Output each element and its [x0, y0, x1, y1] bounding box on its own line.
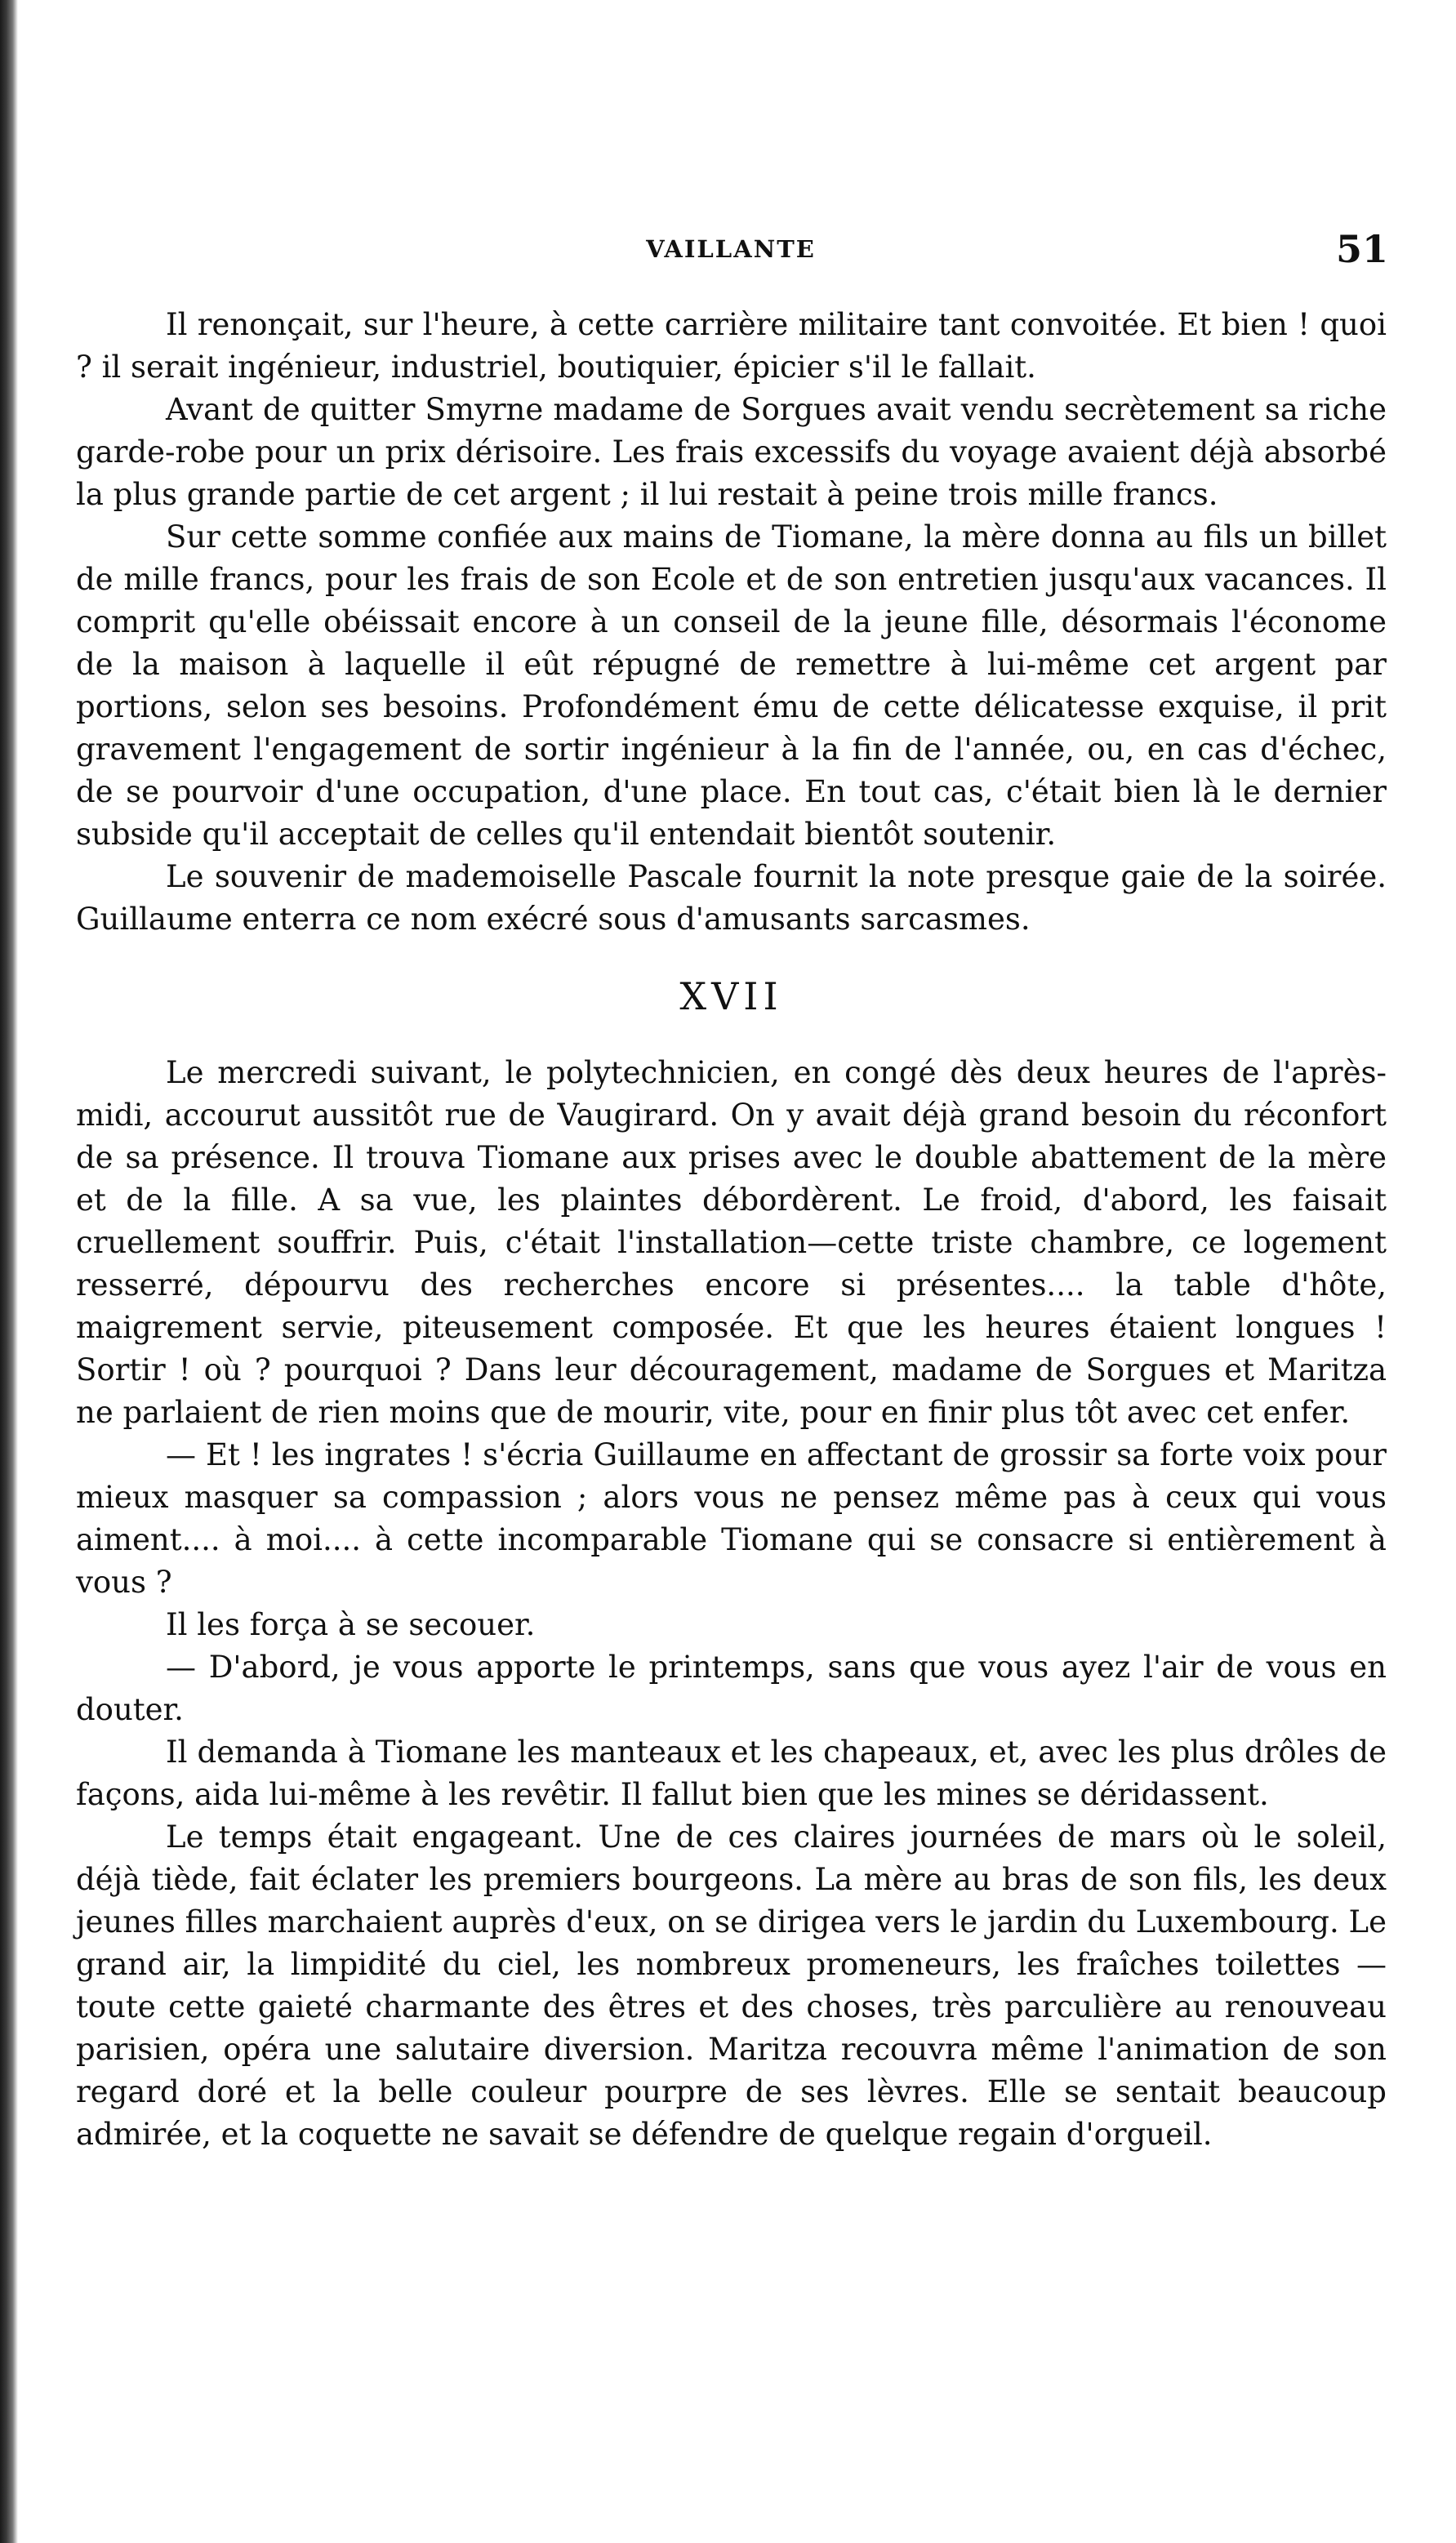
paragraph: Le mercredi suivant, le polytechnicien, en congé dès deux heures de l'après-midi, accourut aussitôt rue de Vaugirard. On y avait déjà grand besoin du réconfort de sa présence. Il trouva Tiomane aux prises avec le double abattement de la mère et de la fille. A sa vue, les plaintes débordèrent. Le froid, d'abord, les faisait cruellement souffrir. Puis, c'était l'installation—cette triste chambre, ce logement resserré, dépourvu des recherches encore si présentes.... la table d'hôte, maigrement servie, piteusement composée. Et que les heures étaient longues ! Sortir ! où ? pourquoi ? Dans leur découragement, madame de Sorgues et Maritza ne parlaient de rien moins que de mourir, vite, pour en finir plus tôt avec cet enfer. [76, 1055, 1387, 1430]
paragraph: Le souvenir de mademoiselle Pascale fournit la note presque gaie de la soirée. Guillaume enterra ce nom exécré sous d'amusants sarcasmes. [76, 859, 1387, 937]
chapter-heading: XVII [679, 974, 783, 1018]
paragraph: Il renonçait, sur l'heure, à cette carrière militaire tant convoitée. Et bien ! quoi ? il serait ingénieur, industriel, boutiquier, épicier s'il le fallait. [76, 307, 1387, 385]
paragraph: — D'abord, je vous apporte le printemps, sans que vous ayez l'air de vous en douter. [76, 1650, 1387, 1727]
paragraph: Avant de quitter Smyrne madame de Sorgues avait vendu secrètement sa riche garde-robe pour un prix dérisoire. Les frais excessifs du voyage avaient déjà absorbé la plus grande partie de cet argent ; il lui restait à peine trois mille francs. [76, 392, 1387, 512]
page-number: 51 [1335, 227, 1388, 271]
page-binding-edge [0, 0, 18, 2543]
running-header [73, 227, 1388, 271]
running-title: VAILLANTE [646, 235, 816, 263]
paragraph: Sur cette somme confiée aux mains de Tiomane, la mère donna au fils un billet de mille francs, pour les frais de son Ecole et de son entretien jusqu'aux vacances. Il comprit qu'elle obéissait encore à un conseil de la jeune fille, désormais l'économe de la maison à laquelle il eût répugné de remettre à lui-même cet argent par portions, selon ses besoins. Profondément ému de cette délicatesse exquise, il prit gravement l'engagement de sortir ingénieur à la fin de l'année, ou, en cas d'échec, de se pourvoir d'une occupation, d'une place. En tout cas, c'était bien là le dernier subside qu'il acceptait de celles qu'il entendait bientôt soutenir. [76, 519, 1387, 852]
paragraph: — Et ! les ingrates ! s'écria Guillaume en affectant de grossir sa forte voix pour mieux masquer sa compassion ; alors vous ne pensez même pas à ceux qui vous aiment.... à moi.... à cette incomparable Tiomane qui se consacre si entièrement à vous ? [76, 1437, 1387, 1600]
body-text [76, 304, 1387, 2156]
paragraph: Le temps était engageant. Une de ces claires journées de mars où le soleil, déjà tiède, fait éclater les premiers bourgeons. La mère au bras de son fils, les deux jeunes filles marchaient auprès d'eux, on se dirigea vers le jardin du Luxembourg. Le grand air, la limpidité du ciel, les nombreux promeneurs, les fraîches toilettes — toute cette gaieté charmante des êtres et des choses, très parculière au renouveau parisien, opéra une salutaire diversion. Maritza recouvra même l'animation de son regard doré et la belle couleur pourpre de ses lèvres. Elle se sentait beaucoup admirée, et la coquette ne savait se défendre de quelque regain d'orgueil. [76, 1819, 1387, 2152]
paragraph: Il demanda à Tiomane les manteaux et les chapeaux, et, avec les plus drôles de façons, aida lui-même à les revêtir. Il fallut bien que les mines se déridassent. [76, 1735, 1387, 1812]
paragraph: Il les força à se secouer. [166, 1607, 536, 1642]
